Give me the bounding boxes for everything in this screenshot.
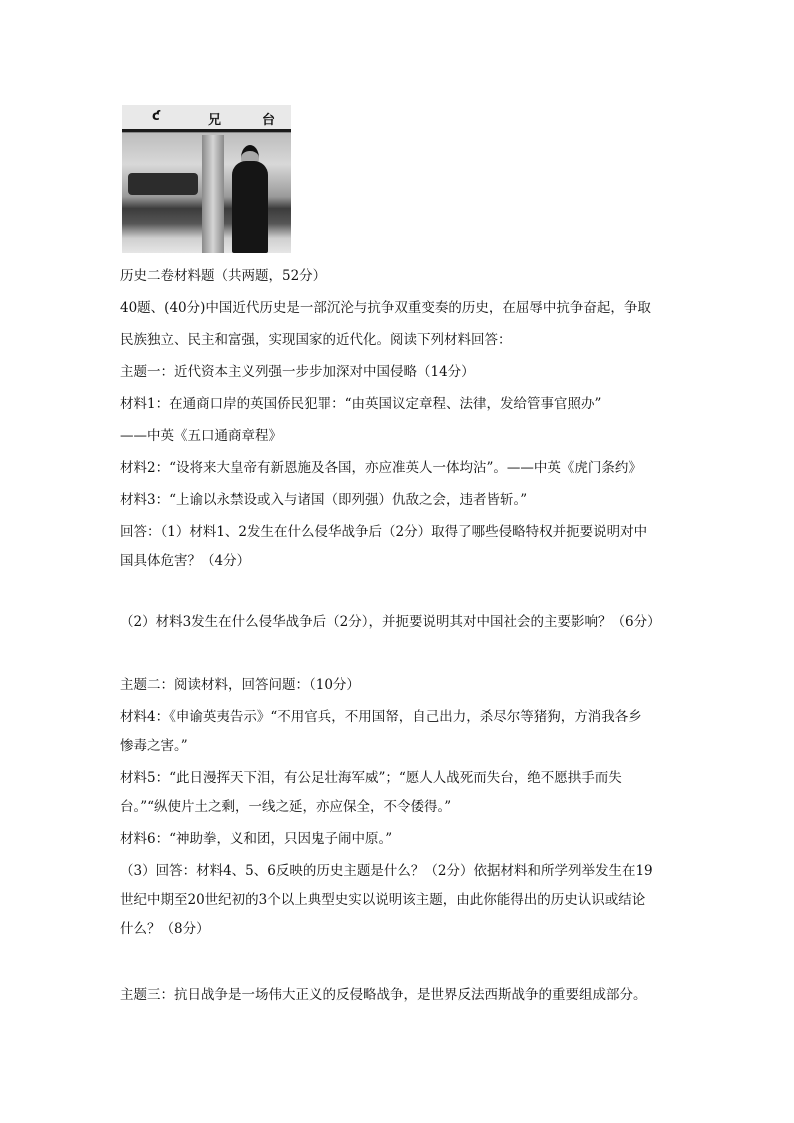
question-1-line-1: 回答：（1）材料1、2发生在什么侵华战争后（2分）取得了哪些侵略特权并扼要说明对中	[120, 524, 648, 540]
material-2-text: 材料2：“设将来大皇帝有新恩施及各国，亦应准英人一体均沾”。——中英《虎门条约》	[120, 460, 642, 476]
theme-3-heading: 主题三：抗日战争是一场伟大正义的反侵略战争，是世界反法西斯战争的重要组成部分。	[120, 987, 647, 1003]
theme-2-heading: 主题二：阅读材料，回答问题：（10分）	[120, 677, 360, 693]
sign-char-2: 兄	[208, 113, 222, 128]
historical-photo	[122, 105, 291, 253]
photo-cannon-shape	[128, 173, 198, 195]
photo-sign-board	[122, 105, 291, 132]
question-3-line-2: 世纪中期至20世纪初的3个以上典型史实以说明该主题，由此你能得出的历史认识或结论	[120, 892, 646, 908]
photo-stone-pillar	[202, 135, 224, 253]
material-6-text: 材料6：“神助拳，义和团，只因鬼子闹中原。”	[120, 831, 393, 847]
question-2-text: （2）材料3发生在什么侵华战争后（2分），并扼要说明其对中国社会的主要影响？（6分）	[120, 614, 661, 630]
material-4-line-1: 材料4：《申谕英夷告示》“不用官兵，不用国帑，自己出力，杀尽尔等猪狗，方消我各乡	[120, 709, 642, 725]
material-1-text: 材料1：在通商口岸的英国侨民犯罪：“由英国议定章程、法律，发给管事官照办”	[120, 396, 602, 412]
material-1-source: ——中英《五口通商章程》	[120, 428, 282, 444]
material-3-text: 材料3：“上谕以永禁设或入与诸国（即列强）仇敌之会，违者皆斩。”	[120, 492, 528, 508]
material-4-line-2: 惨毒之害。”	[120, 738, 188, 754]
sign-char-1: ƈ	[152, 109, 160, 124]
question-3-line-1: （3）回答：材料4、5、6反映的历史主题是什么？（2分）依据材料和所学列举发生在19	[120, 863, 653, 879]
photo-soldier-figure	[232, 161, 268, 253]
material-5-line-1: 材料5：“此日漫挥天下泪，有公足壮海军威”；“愿人人战死而失台，绝不愿拱手而失	[120, 770, 622, 786]
question-40-intro-line-2: 民族独立、民主和富强，实现国家的近代化。阅读下列材料回答：	[120, 332, 512, 348]
question-40-intro-line-1: 40题、(40分)中国近代历史是一部沉沦与抗争双重变奏的历史，在屈辱中抗争奋起，争取	[120, 300, 651, 316]
theme-1-heading: 主题一：近代资本主义列强一步步加深对中国侵略（14分）	[120, 364, 475, 380]
question-1-line-2: 国具体危害？（4分）	[120, 553, 251, 569]
sign-char-3: 台	[262, 113, 276, 128]
exam-section-title: 历史二卷材料题（共两题，52分）	[120, 268, 327, 284]
question-3-line-3: 什么？（8分）	[120, 921, 210, 937]
material-5-line-2: 台。”“纵使片土之剩，一线之延，亦应保全，不令倭得。”	[120, 799, 452, 815]
